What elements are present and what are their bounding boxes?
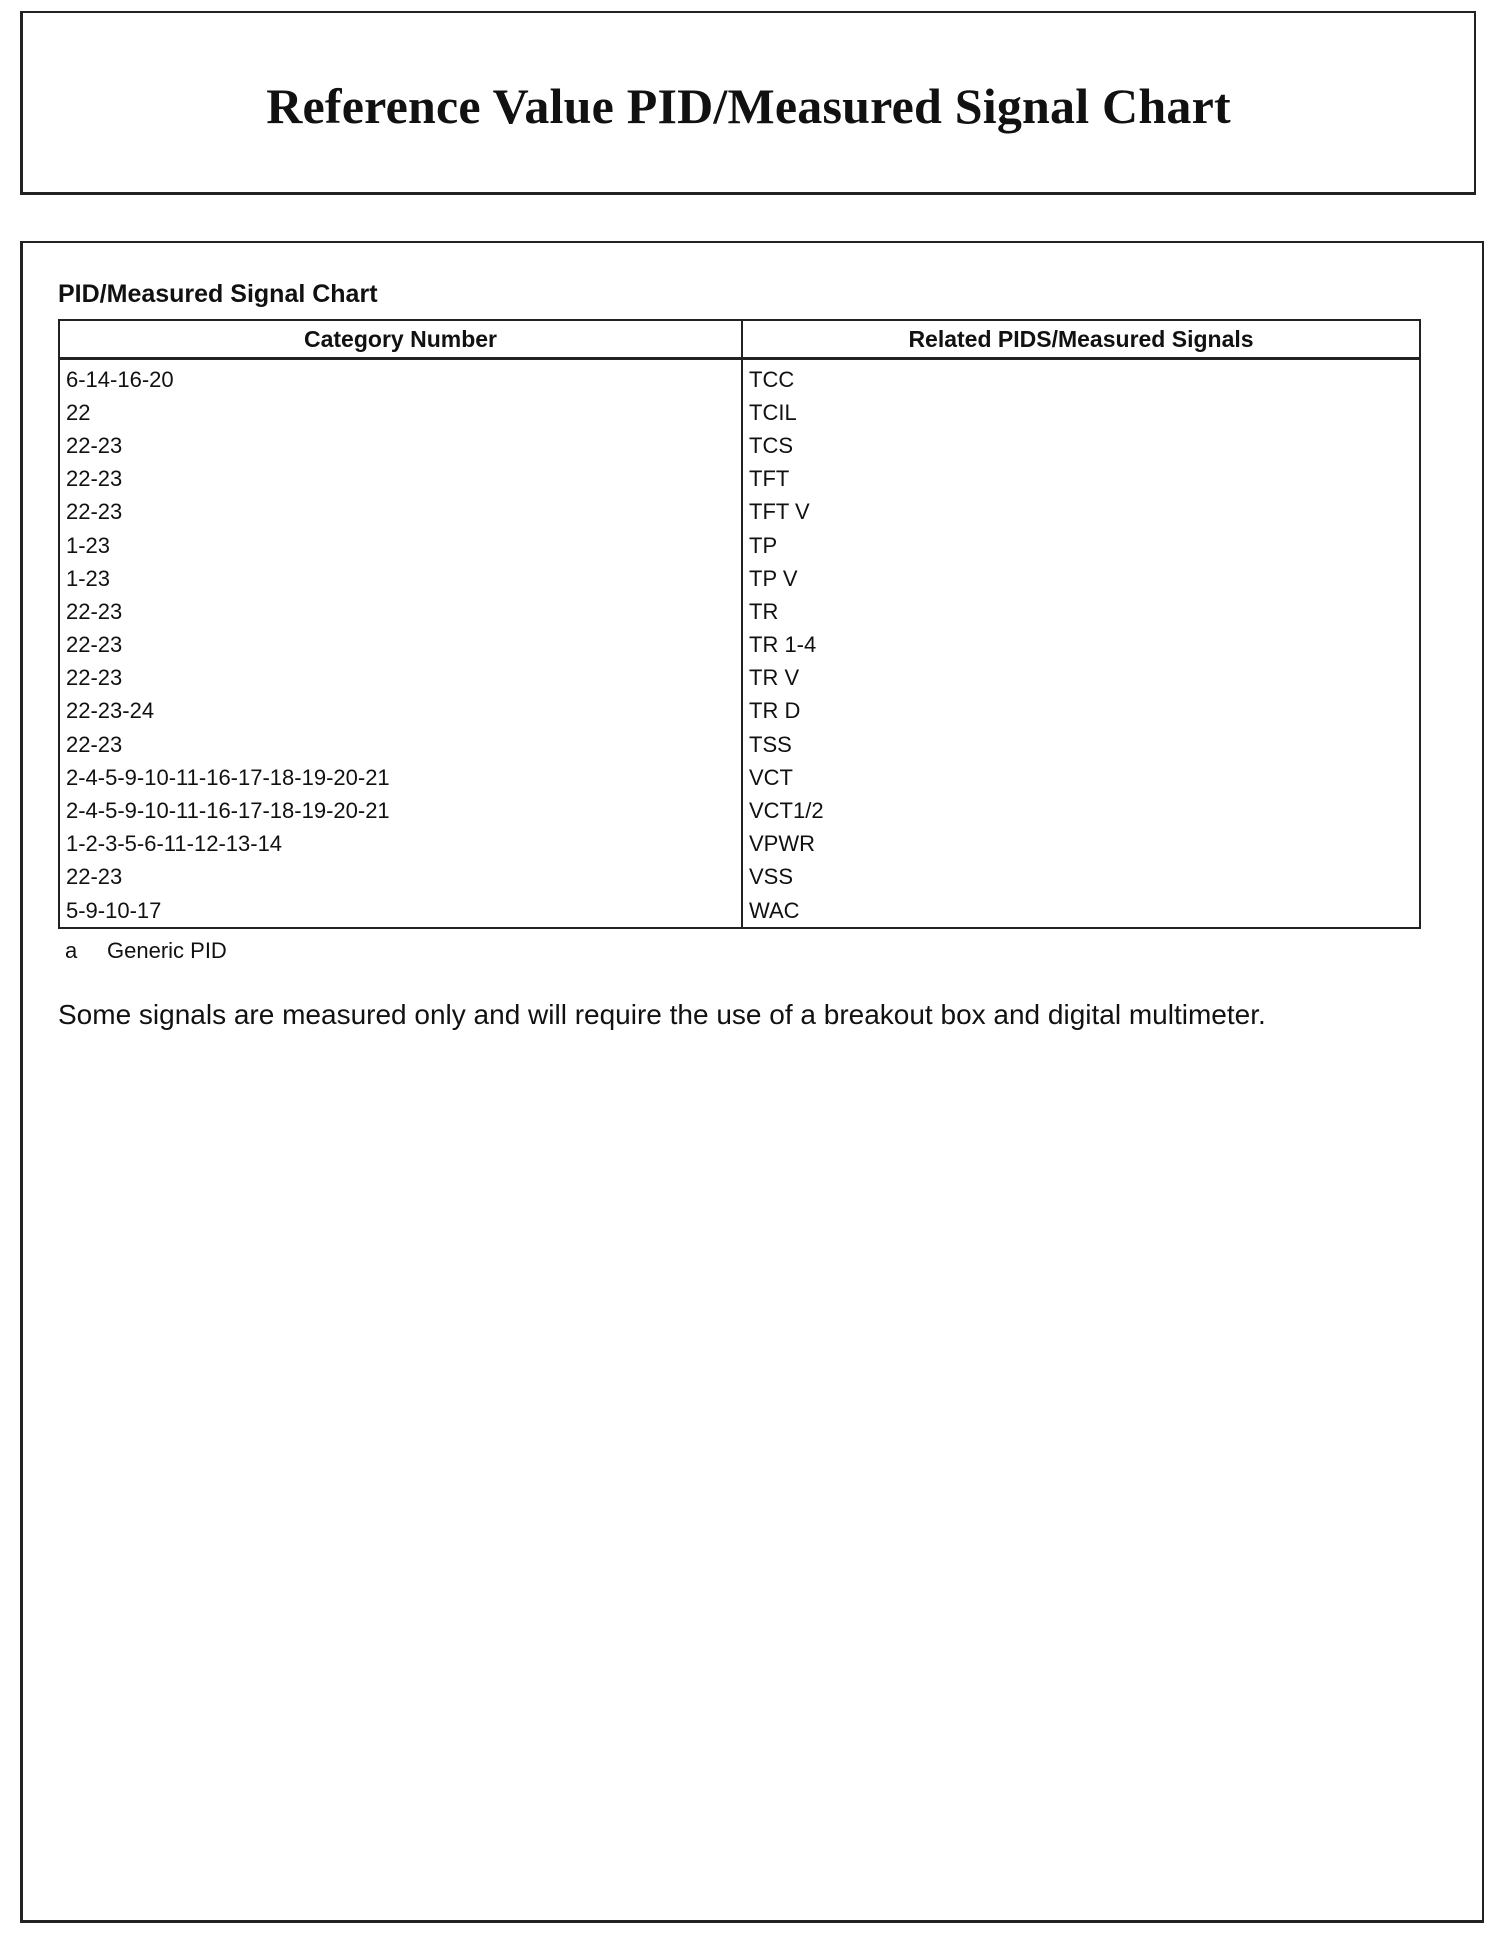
category-cell: 22-23 <box>59 728 742 761</box>
signal-cell: VSS <box>749 864 794 890</box>
table-row <box>59 429 1420 462</box>
page-title: Reference Value PID/Measured Signal Chart <box>266 78 1231 134</box>
signal-cell: TP <box>749 532 778 558</box>
column-header-signals: Related PIDS/Measured Signals <box>742 320 1420 359</box>
table-row <box>59 728 1420 761</box>
table-row <box>59 496 1420 529</box>
signal-cell: TR 1-4 <box>749 632 817 658</box>
table-row <box>59 562 1420 595</box>
content-box <box>20 241 1484 1923</box>
category-cell: 22-23 <box>59 496 742 529</box>
table-row <box>59 761 1420 794</box>
section-heading: PID/Measured Signal Chart <box>58 280 378 308</box>
table-row <box>59 463 1420 496</box>
category-cell: 1-23 <box>59 529 742 562</box>
table-row <box>59 828 1420 861</box>
table-row <box>59 662 1420 695</box>
signal-cell: VCT1/2 <box>749 798 824 824</box>
signal-cell: WAC <box>749 897 800 923</box>
table-footnote <box>65 940 227 962</box>
category-cell: 1-23 <box>59 562 742 595</box>
measurement-note: Some signals are measured only and will require the use of a breakout box and digital multimeter. <box>58 999 1266 1030</box>
column-header-category: Category Number <box>59 320 742 359</box>
table-row <box>59 861 1420 894</box>
signal-cell: TSS <box>749 731 792 757</box>
table-row <box>59 359 1420 397</box>
category-cell: 22-23 <box>59 429 742 462</box>
footnote-mark: a <box>65 938 78 963</box>
category-cell: 2-4-5-9-10-11-16-17-18-19-20-21 <box>59 794 742 827</box>
pid-signal-table <box>58 319 1421 929</box>
category-cell: 22-23 <box>59 662 742 695</box>
category-cell: 2-4-5-9-10-11-16-17-18-19-20-21 <box>59 761 742 794</box>
signal-cell: TP V <box>749 565 798 591</box>
category-cell: 22-23 <box>59 463 742 496</box>
category-cell: 22-23 <box>59 861 742 894</box>
table-row <box>59 529 1420 562</box>
category-cell: 1-2-3-5-6-11-12-13-14 <box>59 828 742 861</box>
signal-cell: TR V <box>749 665 800 691</box>
signal-cell: TR <box>749 598 779 624</box>
signal-cell: TCS <box>749 432 793 458</box>
footnote-text: Generic PID <box>107 938 227 963</box>
table-row <box>59 595 1420 628</box>
table-row <box>59 629 1420 662</box>
title-box <box>20 11 1476 195</box>
signal-cell: TCC <box>749 366 795 392</box>
signal-cell: TFT V <box>749 499 810 525</box>
category-cell: 22 <box>59 396 742 429</box>
table-row <box>59 396 1420 429</box>
signal-cell: TR D <box>749 698 801 724</box>
category-cell: 22-23-24 <box>59 695 742 728</box>
signal-cell: VCT <box>749 764 793 790</box>
signal-cell: VPWR <box>749 831 815 857</box>
table-header-row <box>59 320 1420 359</box>
category-cell: 22-23 <box>59 595 742 628</box>
table-row <box>59 695 1420 728</box>
table-row <box>59 894 1420 928</box>
category-cell: 22-23 <box>59 629 742 662</box>
category-cell: 6-14-16-20 <box>59 359 742 397</box>
signal-cell: TCIL <box>749 399 797 425</box>
category-cell: 5-9-10-17 <box>59 894 742 928</box>
signal-cell: TFT <box>749 466 790 492</box>
table-row <box>59 794 1420 827</box>
